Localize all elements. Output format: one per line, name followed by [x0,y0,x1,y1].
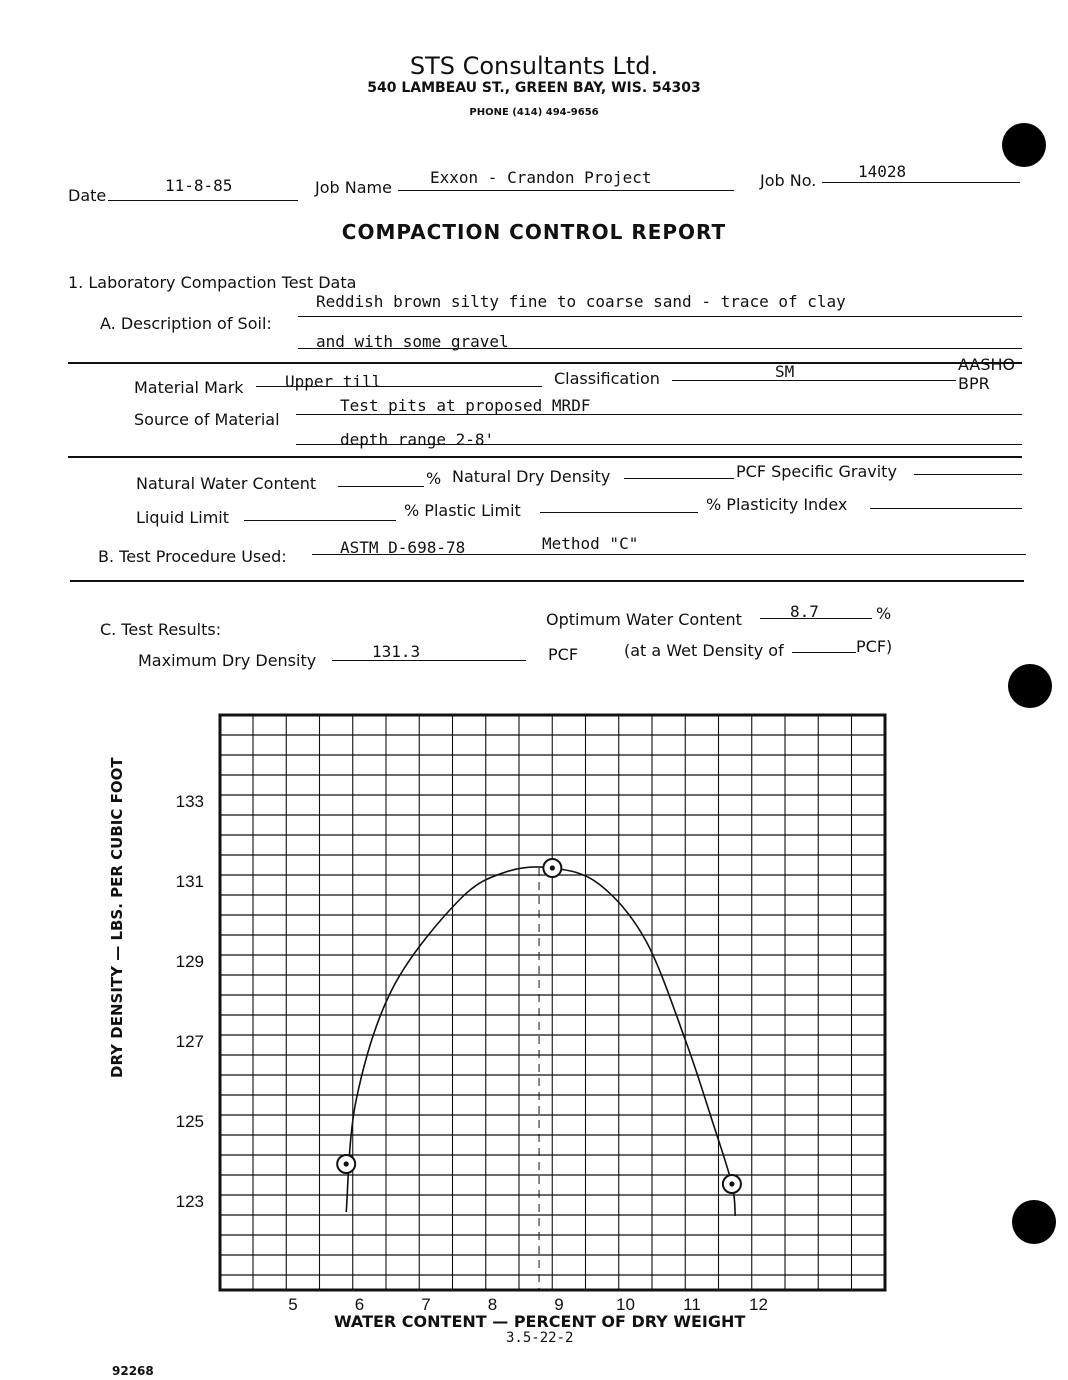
section-1-heading: 1. Laboratory Compaction Test Data [68,273,357,292]
punch-hole [1008,664,1052,708]
y-tick-label: 127 [175,1032,204,1051]
source-label: Source of Material [134,410,280,429]
material-mark-value: Upper till [285,372,382,391]
job-no-value: 14028 [858,162,907,181]
x-tick-label: 7 [421,1295,431,1314]
test-procedure-method: Method "C" [542,534,639,553]
pcf-specific-gravity-label: PCF Specific Gravity [736,462,897,481]
punch-hole [1012,1200,1056,1244]
plastic-limit-label: % Plastic Limit [404,501,521,520]
data-point-dot [550,865,555,870]
test-results-label: C. Test Results: [100,620,222,639]
y-tick-label: 125 [175,1112,204,1131]
optimum-water-content-value: 8.7 [790,602,819,621]
source-line-1: Test pits at proposed MRDF [340,396,591,415]
x-tick-label: 9 [554,1295,564,1314]
data-point [543,859,561,877]
maximum-dry-density-label: Maximum Dry Density [138,651,317,670]
data-point [723,1175,741,1193]
x-tick-label: 5 [288,1295,298,1314]
x-tick-label: 12 [749,1295,768,1314]
x-tick-label: 8 [487,1295,498,1314]
percent-sign: % [426,469,442,488]
chart-frame [220,715,885,1290]
reference-number: 3.5-22-2 [506,1330,574,1346]
y-tick-label: 131 [175,872,204,891]
natural-dry-density-label: Natural Dry Density [452,467,611,486]
date-label: Date [68,186,107,205]
company-address: 540 LAMBEAU ST., GREEN BAY, WIS. 54303 [367,80,701,96]
report-title: COMPACTION CONTROL REPORT [341,220,727,244]
punch-hole [1002,123,1046,167]
x-tick-label: 11 [683,1295,701,1314]
classification-label: Classification [554,369,660,388]
wet-density-unit: PCF) [856,637,893,656]
liquid-limit-label: Liquid Limit [136,508,230,527]
classification-value: SM [775,362,795,381]
test-procedure-value: ASTM D-698-78 [340,538,466,557]
job-name-value: Exxon - Crandon Project [430,168,652,187]
company-name: STS Consultants Ltd. [409,52,659,80]
data-point-dot [729,1181,734,1186]
optimum-water-content-label: Optimum Water Content [546,610,742,629]
job-no-label: Job No. [760,171,817,190]
y-tick-label: 133 [175,792,204,811]
description-label: A. Description of Soil: [100,314,272,333]
source-line-2: depth range 2-8' [340,430,495,449]
natural-water-content-label: Natural Water Content [136,474,317,493]
x-tick-label: 6 [354,1295,365,1314]
date-value: 11-8-85 [165,176,233,195]
test-procedure-label: B. Test Procedure Used: [98,547,287,566]
y-axis-title: DRY DENSITY — LBS. PER CUBIC FOOT [108,757,126,1078]
data-point-dot [344,1161,349,1166]
maximum-dry-density-value: 131.3 [372,642,421,661]
data-point [337,1155,355,1173]
aasho-label: AASHO [958,355,1016,374]
wet-density-label: (at a Wet Density of [624,641,784,660]
owc-unit: % [876,604,892,623]
plasticity-index-label: % Plasticity Index [706,495,848,514]
mdd-unit: PCF [548,645,579,664]
x-axis-title: WATER CONTENT — PERCENT OF DRY WEIGHT [334,1312,746,1331]
description-line-1: Reddish brown silty fine to coarse sand - trace of clay [316,292,846,311]
job-name-label: Job Name [315,178,392,197]
material-mark-label: Material Mark [134,378,244,397]
description-line-2: and with some gravel [316,332,509,351]
bpr-label: BPR [958,374,990,393]
company-phone: PHONE (414) 494-9656 [469,107,599,118]
compaction-curve [346,867,735,1216]
y-tick-label: 129 [175,952,204,971]
document-number: 92268 [112,1364,154,1378]
y-tick-label: 123 [175,1192,204,1211]
x-tick-label: 10 [616,1295,635,1314]
